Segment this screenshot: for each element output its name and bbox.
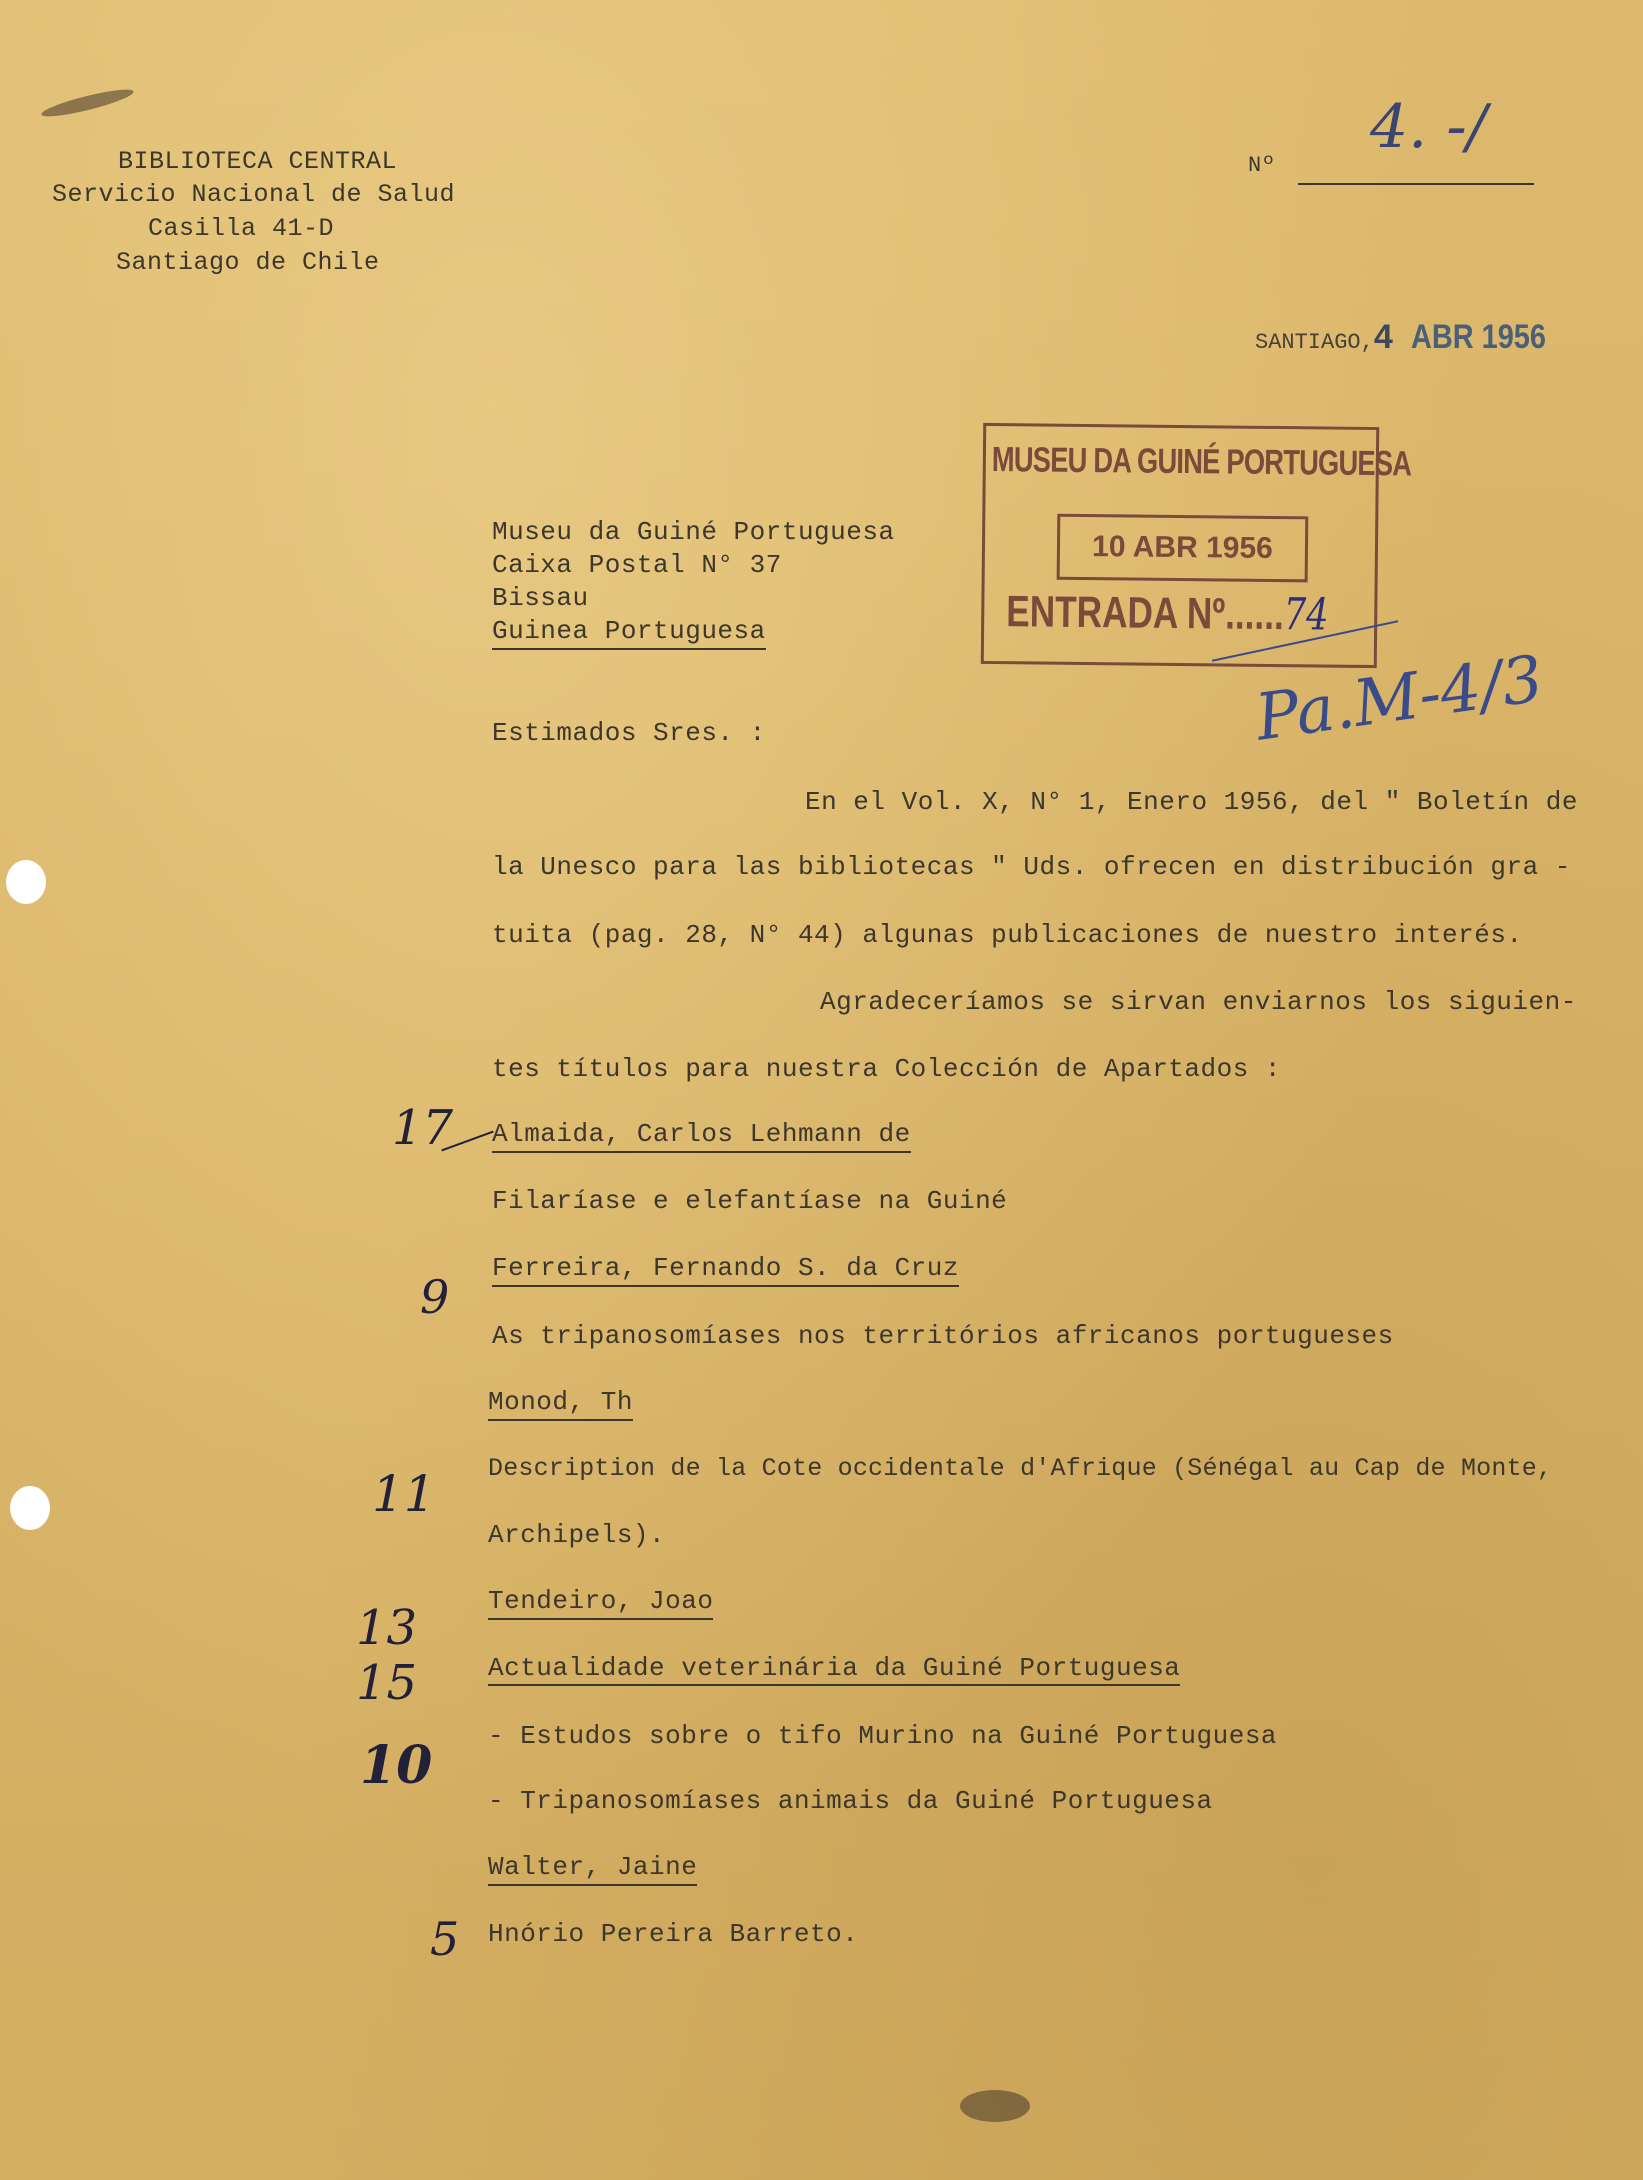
number-line (1298, 183, 1534, 185)
title-4b: - Estudos sobre o tifo Murino na Guiné Portuguesa (488, 1721, 1278, 1751)
letterhead-line-2: Servicio Nacional de Salud (52, 180, 456, 209)
handwritten-mark-walter: 5 (430, 1912, 460, 1966)
title-4a-text: Actualidade veterinária da Guiné Portuguesa (488, 1653, 1180, 1686)
recipient-line-3: Bissau (492, 583, 589, 613)
title-4a (488, 1652, 1180, 1684)
handwritten-reference: Pa.M-4/3 (1251, 642, 1548, 756)
ink-smudge-bottom (960, 2090, 1030, 2122)
title-2: As tripanosomíases nos territórios africanos portugueses (492, 1321, 1394, 1351)
body-p1-line-2: la Unesco para las bibliotecas " Uds. ofrecen en distribución gra - (492, 852, 1571, 882)
date-stamp-label: SANTIAGO, (1255, 330, 1374, 355)
author-4: Tendeiro, Joao (488, 1585, 713, 1620)
received-stamp-entry-number: 74 (1283, 589, 1329, 641)
author-3: Monod, Th (488, 1386, 633, 1421)
ink-smudge-top-left (40, 85, 136, 122)
body-p2-line-2: tes títulos para nuestra Colección de Apartados : (492, 1054, 1282, 1084)
body-p1-line-3: tuita (pag. 28, N° 44) algunas publicaciones de nuestro interés. (492, 920, 1523, 950)
title-5: Hnório Pereira Barreto. (488, 1919, 859, 1949)
title-3-line-2: Archipels). (488, 1520, 666, 1550)
salutation: Estimados Sres. : (492, 718, 766, 748)
handwritten-mark-monod: 11 (372, 1465, 436, 1523)
handwritten-mark-tendeiro-2: 15 (356, 1655, 418, 1711)
title-4c: - Tripanosomíases animais da Guiné Portuguesa (488, 1786, 1213, 1816)
recipient-line-1: Museu da Guiné Portuguesa (492, 517, 895, 547)
author-2: Ferreira, Fernando S. da Cruz (492, 1252, 959, 1287)
title-1: Filaríase e elefantíase na Guiné (492, 1186, 1008, 1216)
date-stamp-date: ABR 1956 (1410, 318, 1546, 356)
date-stamp (1255, 318, 1570, 357)
received-stamp-org: MUSEU DA GUINÉ PORTUGUESA (991, 440, 1412, 484)
handwritten-mark-ferreira: 9 (420, 1270, 450, 1324)
received-stamp-entry: ENTRADA Nº......74 (1006, 587, 1329, 641)
handwritten-mark-tendeiro-1: 13 (356, 1600, 418, 1656)
received-stamp (981, 423, 1412, 668)
letterhead-line-4: Santiago de Chile (116, 248, 380, 277)
received-stamp-date: 10 ABR 1956 (1057, 514, 1309, 583)
letterhead-line-1: BIBLIOTECA CENTRAL (118, 147, 398, 176)
letterhead-line-3: Casilla 41-D (148, 214, 335, 243)
handwritten-mark-almeida: 17 (392, 1100, 454, 1156)
recipient-line-4: Guinea Portuguesa (492, 615, 766, 650)
recipient-line-2: Caixa Postal N° 37 (492, 550, 782, 580)
received-stamp-entry-label: ENTRADA Nº (1006, 587, 1226, 639)
title-3-line-1: Description de la Cote occidentale d'Afrique (Sénégal au Cap de Monte, (488, 1454, 1553, 1483)
author-5: Walter, Jaine (488, 1851, 697, 1886)
punch-hole-bottom (10, 1486, 50, 1530)
handwritten-mark-tendeiro-3: 10 (360, 1735, 433, 1796)
author-1: Almaida, Carlos Lehmann de (492, 1118, 911, 1153)
number-value: 4. -/ (1370, 92, 1487, 162)
punch-hole-top (6, 860, 46, 904)
body-p2-line-1: Agradeceríamos se sirvan enviarnos los siguien- (820, 987, 1577, 1017)
number-label: Nº (1248, 153, 1276, 178)
date-stamp-day: 4 (1373, 318, 1393, 356)
body-p1-line-1: En el Vol. X, N° 1, Enero 1956, del " Boletín de (805, 787, 1578, 817)
